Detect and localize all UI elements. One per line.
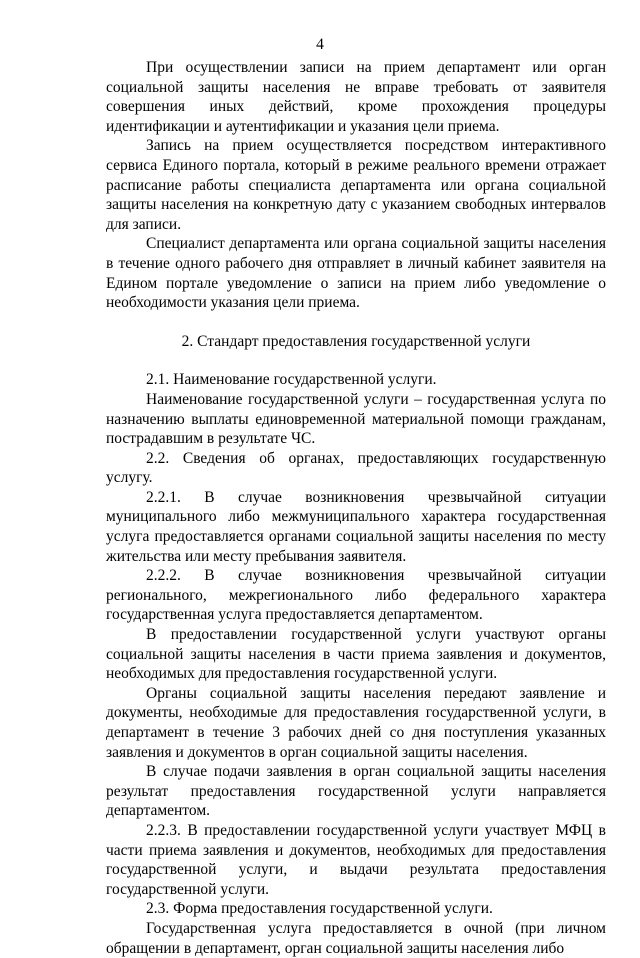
paragraph-service-form: Государственная услуга предоставляется в очной (при личном обращении в департамент, орган социальной защиты населения либо: [106, 919, 606, 957]
paragraph-result-delivery: В случае подачи заявления в орган социальной защиты населения результат предоставления государственной услуги направляется департаментом.: [106, 763, 606, 820]
page-number: 4: [316, 36, 324, 53]
paragraph-participating-bodies: В предоставлении государственной услуги участвуют органы социальной защиты населения в части приема заявления и документов, необходимых для предоставления государственной услуги.: [106, 626, 606, 683]
paragraph-2-3: 2.3. Форма предоставления государственной услуги.: [146, 900, 493, 918]
paragraph-appointment-portal: Запись на прием осуществляется посредством интерактивного сервиса Единого портала, который в режиме реального времени отражает расписание работы специалиста департамента или органа социальной защиты населения на конкретную дату с указанием свободных интервалов для записи.: [106, 137, 606, 233]
paragraph-document-transfer: Органы социальной защиты населения передают заявление и документы, необходимые для предоставления государственной услуги, в департамент в течение 3 рабочих дней со дня поступления указанных заявления и документов в орган социальной защиты населения.: [106, 684, 606, 761]
paragraph-service-name: Наименование государственной услуги – государственная услуга по назначению выплаты единовременной материальной помощи гражданам, пострадавшим в результате ЧС.: [106, 390, 606, 448]
paragraph-2-2-2: 2.2.2. В случае возникновения чрезвычайной ситуации регионального, межрегионального либо федерального характера государственная услуга предоставляется департаментом.: [106, 567, 606, 624]
paragraph-appointment-notification: Специалист департамента или органа социальной защиты населения в течение одного рабочего дня отправляет в личный кабинет заявителя на Едином портале уведомление о записи на прием либо уведомление о необходимости указания цели приема.: [106, 235, 606, 312]
paragraph-2-2-3: 2.2.3. В предоставлении государственной услуги участвует МФЦ в части приема заявления и документов, необходимых для предоставления государственной услуги, и выдачи результата предоставления государственной услуги.: [106, 821, 606, 898]
paragraph-2-2: 2.2. Сведения об органах, предоставляющих государственную услугу.: [106, 449, 606, 487]
paragraph-2-1: 2.1. Наименование государственной услуги.: [146, 371, 437, 389]
document-body: [106, 58, 606, 958]
section-heading: 2. Стандарт предоставления государственной услуги: [181, 332, 531, 350]
paragraph-appointment-restrictions: При осуществлении записи на прием департамент или орган социальной защиты населения не вправе требовать от заявителя совершения иных действий, кроме прохождения процедуры идентификации и аутентификации и указания цели приема.: [106, 59, 606, 135]
paragraph-2-2-1: 2.2.1. В случае возникновения чрезвычайной ситуации муниципального либо межмуниципального характера государственная услуга предоставляется органами социальной защиты населения по месту жительства или месту пребывания заявителя.: [106, 488, 606, 565]
